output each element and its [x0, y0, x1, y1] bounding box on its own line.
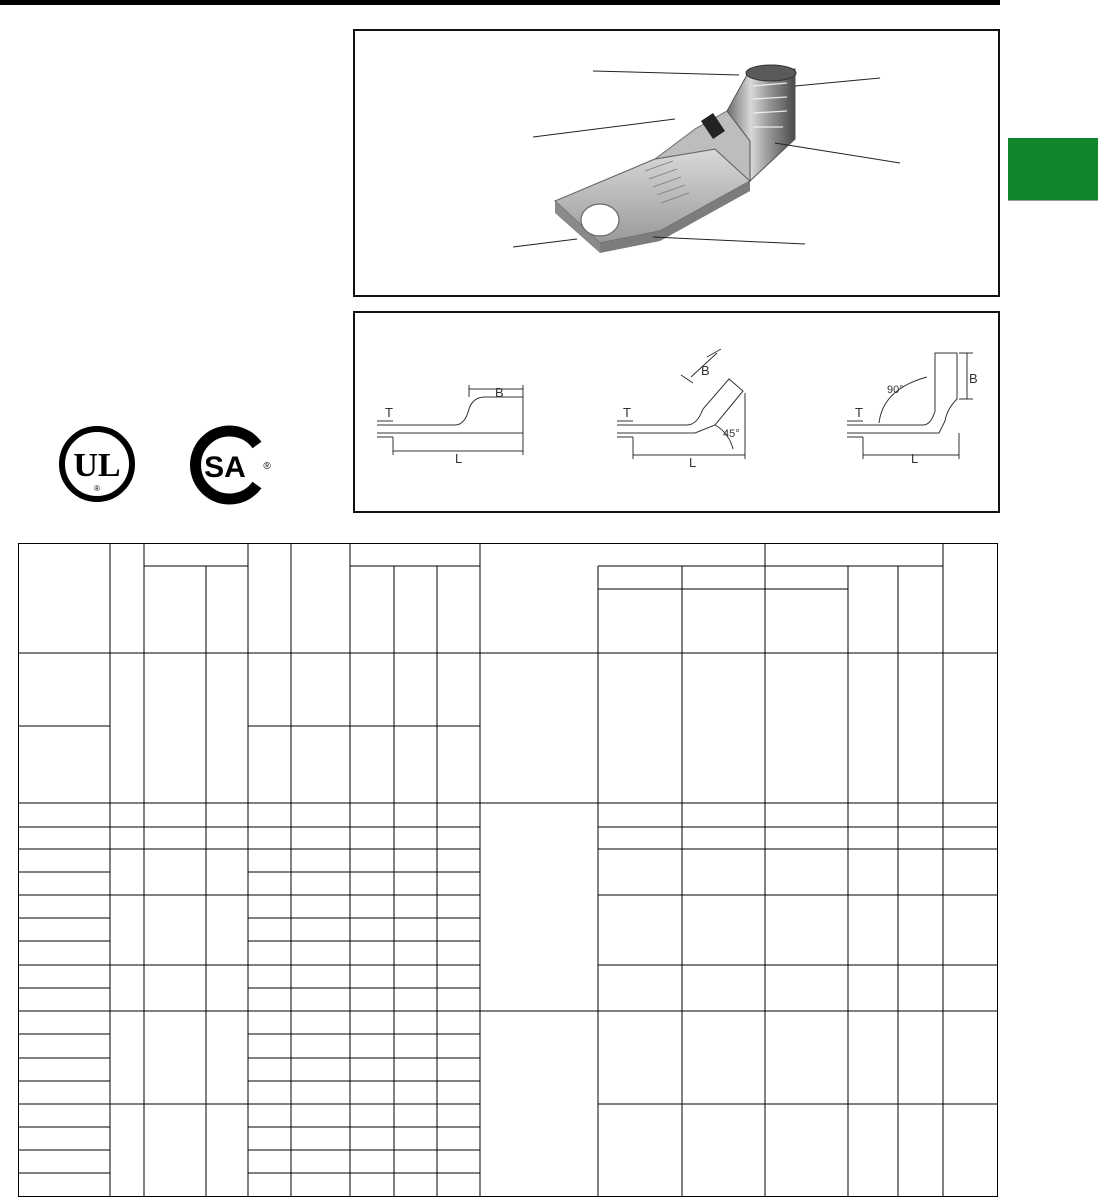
csa-logo-icon — [185, 425, 280, 505]
dim-l-label-2: L — [689, 455, 697, 470]
top-rule — [0, 0, 1000, 5]
dim-b-label-3: B — [969, 371, 978, 386]
section-tab-divider — [1008, 200, 1098, 201]
dim-b-label-2: B — [701, 363, 710, 378]
svg-text:SA: SA — [204, 451, 246, 484]
dim-b-label-1: B — [495, 385, 504, 400]
angle-90-label: 90° — [887, 384, 904, 396]
svg-text:®: ® — [94, 484, 100, 493]
dim-t-label-2: T — [623, 405, 631, 420]
dim-t-label-3: T — [855, 405, 863, 420]
dimension-diagram-panel — [353, 311, 1000, 513]
dim-t-label-1: T — [385, 405, 393, 420]
dim-l-label-3: L — [911, 451, 919, 466]
ul-logo-icon — [55, 425, 145, 505]
dimension-diagrams — [355, 313, 998, 511]
spec-table — [18, 543, 998, 1197]
section-tab[interactable] — [1008, 138, 1098, 200]
product-photo-panel — [353, 29, 1000, 297]
lug-photo-illustration — [355, 31, 998, 295]
dim-l-label-1: L — [455, 451, 463, 466]
angle-45-label: 45° — [723, 428, 740, 440]
svg-text:®: ® — [263, 461, 271, 472]
svg-text:UL: UL — [73, 447, 121, 484]
